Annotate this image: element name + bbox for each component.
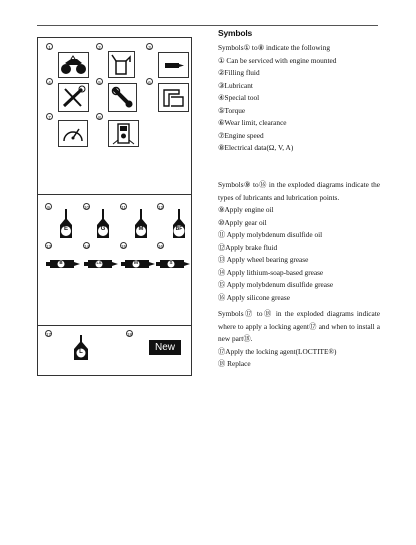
wheel-bearing-grease-icon: B (46, 259, 80, 269)
symbol-number: 2 (96, 43, 103, 50)
list-item: ⑦Engine speed (218, 130, 264, 140)
list-item: ⑩Apply gear oil (218, 217, 267, 227)
symbol-number: 12 (158, 205, 164, 210)
engine-oil-icon: E (58, 209, 74, 239)
symbols-panel-lubricants (37, 195, 192, 326)
wear-limit-icon (158, 83, 189, 112)
symbol-number: 4 (46, 78, 53, 85)
symbol-number: 15 (121, 244, 127, 249)
list-item: ⑪ Apply molybdenum disulfide oil (218, 230, 323, 239)
header-rule (37, 25, 378, 26)
symbol-number: 16 (158, 244, 164, 249)
list-item: ⑰Apply the locking agent(LOCTITE®) (218, 346, 337, 356)
list-item: ⑥Wear limit, clearance (218, 118, 287, 127)
section-title: Symbols (218, 28, 253, 38)
list-item: ⑱ Replace (218, 359, 251, 368)
engine-speed-icon (58, 120, 88, 147)
intro-lubricants: Symbols⑨ to⑯ in the exploded diagrams indicate the types of lubricants and lubrication points. (218, 180, 380, 202)
symbols-panel-locking (37, 326, 192, 376)
list-item: ⑫Apply brake fluid (218, 242, 278, 252)
symbol-number: 14 (84, 244, 90, 249)
molybdenum-oil-icon: M (133, 209, 149, 239)
symbol-number: 17 (46, 332, 52, 337)
list-item: ⑨Apply engine oil (218, 205, 274, 214)
lubricant-icon (158, 52, 189, 78)
symbols-panel-general (37, 37, 192, 195)
symbol-number: 1 (46, 43, 53, 50)
list-item: ⑤Torque (218, 105, 246, 115)
list-item: ④Special tool (218, 93, 260, 102)
list-item: ⑭ Apply lithium-soap-based grease (218, 267, 324, 277)
symbol-number: 10 (84, 205, 90, 210)
engine-mounted-icon (58, 52, 89, 78)
filling-fluid-icon (108, 51, 135, 78)
locking-agent-icon: L (72, 335, 90, 361)
list-item: ⑯ Apply silicone grease (218, 292, 290, 302)
symbol-number: 13 (46, 244, 52, 249)
silicone-grease-icon: S (156, 259, 190, 269)
lithium-grease-icon: LS (84, 259, 118, 269)
symbol-number: 3 (146, 43, 153, 50)
gear-oil-icon: G (95, 209, 111, 239)
symbol-number: 7 (46, 113, 53, 120)
list-item: ① Can be serviced with engine mounted (218, 55, 337, 65)
symbol-number: 8 (96, 113, 103, 120)
list-item: ③Lubricant (218, 80, 253, 90)
electrical-data-icon (108, 120, 139, 147)
symbol-number: 9 (45, 203, 52, 210)
symbol-number: 5 (96, 78, 103, 85)
brake-fluid-icon: BF (171, 209, 187, 239)
torque-icon (108, 83, 137, 112)
intro-locking: Symbols⑰ to⑱ in the exploded diagrams indicate where to apply a locking agent⑰ and when to install a new part⑱. (218, 309, 380, 343)
symbol-number: 6 (146, 78, 153, 85)
new-part-badge: New (149, 340, 181, 355)
symbol-number: 18 (127, 332, 133, 337)
symbol-number: 11 (121, 205, 126, 210)
list-item: ⑧Electrical data(Ω, V, A) (218, 143, 294, 152)
list-item: ②Filling fluid (218, 68, 260, 77)
special-tool-icon (58, 83, 89, 112)
intro-general: Symbols① to⑧ indicate the following (218, 43, 330, 52)
molybdenum-grease-icon: M (121, 259, 155, 269)
list-item: ⑮ Apply molybdenum disulfide grease (218, 280, 334, 289)
list-item: ⑬ Apply wheel bearing grease (218, 255, 309, 264)
